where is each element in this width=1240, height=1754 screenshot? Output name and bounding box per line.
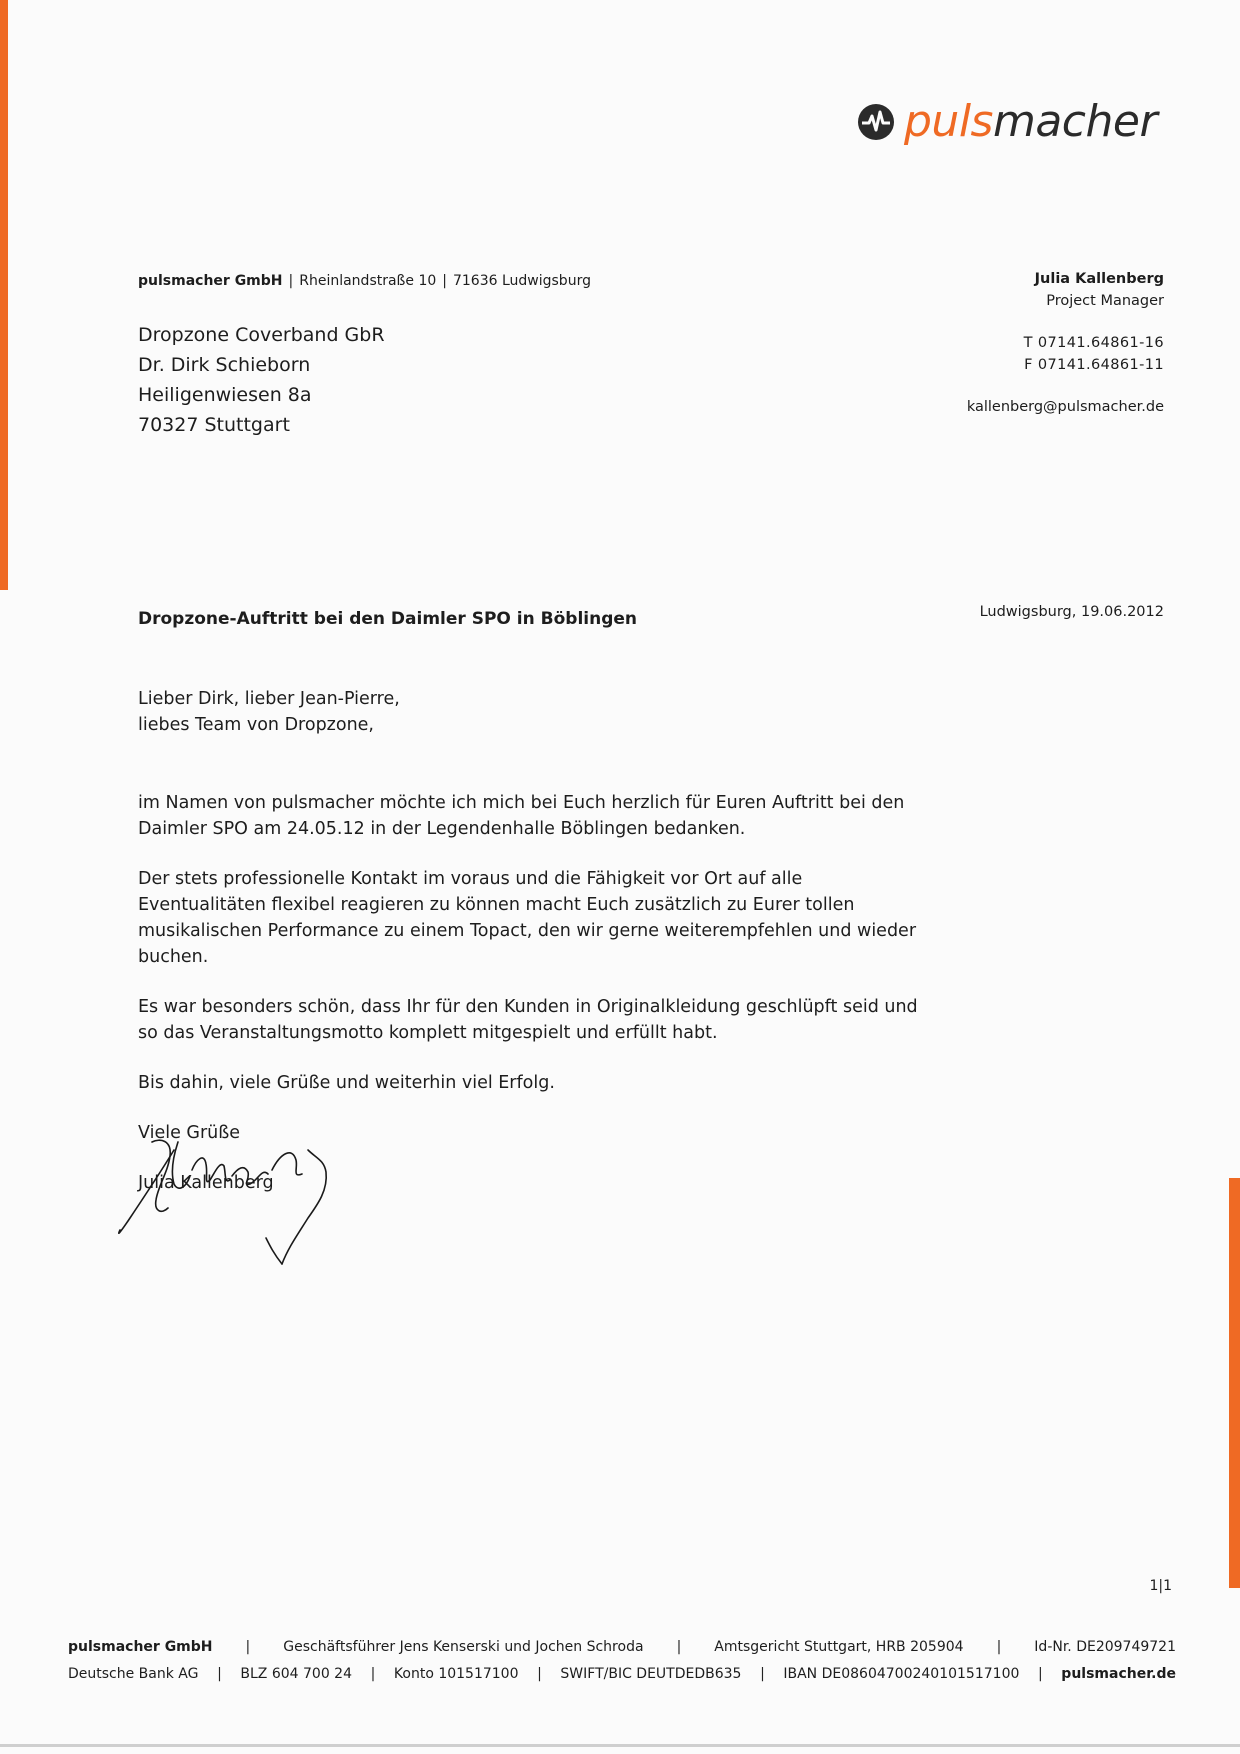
contact-role: Project Manager	[1046, 293, 1164, 309]
orange-edge-left	[0, 0, 8, 590]
footer-row: pulsmacher GmbH | Geschäftsführer Jens Kenserski und Jochen Schroda | Amtsgericht Stuttgart, HRB 205904 | Id-Nr. DE209749721	[68, 1634, 1176, 1661]
recipient-line: Dr. Dirk Schieborn	[138, 354, 311, 376]
pulse-logo-icon	[856, 102, 896, 142]
body-paragraph: Der stets professionelle Kontakt im voraus und die Fähigkeit vor Ort auf alle Eventualitäten flexibel reagieren zu können macht Euch zusätzlich zu Eurer tollen musikalischen Performance zu einem Topact, den wir gerne weiterempfehlen und wieder buchen.	[138, 869, 917, 967]
contact-phone: T 07141.64861-16	[1023, 335, 1164, 351]
recipient-line: Dropzone Coverband GbR	[138, 324, 385, 346]
contact-block	[967, 268, 1164, 418]
footer-vat-id: Id-Nr. DE209749721	[1034, 1639, 1176, 1655]
footer-iban: IBAN DE08604700240101517100	[783, 1666, 1020, 1682]
contact-fax: F 07141.64861-11	[1024, 357, 1164, 373]
body-paragraph: im Namen von pulsmacher möchte ich mich bei Euch herzlich für Euren Auftritt bei den Daimler SPO am 24.05.12 in der Legendenhalle Böblingen bedanken.	[138, 793, 905, 839]
logo-wordmark-part2: macher	[992, 96, 1158, 147]
footer-managers: Geschäftsführer Jens Kenserski und Jochen Schroda	[283, 1639, 644, 1655]
greeting-line: Lieber Dirk, lieber Jean-Pierre,	[138, 689, 400, 709]
footer-row: Deutsche Bank AG | BLZ 604 700 24 | Konto 101517100 | SWIFT/BIC DEUTDEDB635 | IBAN DE08604700240101517100 | pulsmacher.de	[68, 1661, 1176, 1688]
contact-email: kallenberg@pulsmacher.de	[966, 399, 1164, 415]
footer-website: pulsmacher.de	[1061, 1666, 1176, 1682]
footer-swift: SWIFT/BIC DEUTDEDB635	[560, 1666, 742, 1682]
letter-date: Ludwigsburg, 19.06.2012	[979, 604, 1164, 620]
recipient-line: 70327 Stuttgart	[138, 414, 290, 436]
sender-street: Rheinlandstraße 10	[299, 273, 437, 289]
logo-wordmark	[904, 96, 1158, 147]
recipient-line: Heiligenwiesen 8a	[138, 384, 312, 406]
footer-register: Amtsgericht Stuttgart, HRB 205904	[714, 1639, 964, 1655]
letter-subject: Dropzone-Auftritt bei den Daimler SPO in Böblingen	[138, 609, 638, 629]
recipient-address	[138, 320, 385, 440]
letter-body	[138, 686, 918, 1196]
signer-name: Julia Kallenberg	[138, 1173, 274, 1193]
company-logo	[856, 96, 1158, 147]
handwritten-signature	[112, 1130, 372, 1280]
body-paragraph: Es war besonders schön, dass Ihr für den Kunden in Originalkleidung geschlüpft seid und so das Veranstaltungsmotto komplett mitgespielt und erfüllt habt.	[138, 997, 918, 1043]
greeting-line: liebes Team von Dropzone,	[138, 715, 374, 735]
footer-blz: BLZ 604 700 24	[240, 1666, 352, 1682]
page-number: 1|1	[1149, 1578, 1172, 1594]
scan-edge-bottom	[0, 1744, 1240, 1747]
logo-wordmark-part1: puls	[904, 96, 993, 147]
sender-return-address: pulsmacher GmbH | Rheinlandstraße 10 | 71636 Ludwigsburg	[138, 273, 591, 289]
letter-footer	[68, 1634, 1176, 1688]
body-paragraph: Bis dahin, viele Grüße und weiterhin viel Erfolg.	[138, 1073, 555, 1093]
sender-company: pulsmacher GmbH	[138, 273, 283, 289]
footer-account: Konto 101517100	[393, 1666, 519, 1682]
sender-city: 71636 Ludwigsburg	[452, 273, 591, 289]
orange-edge-right	[1229, 1178, 1240, 1588]
footer-bank: Deutsche Bank AG	[68, 1666, 199, 1682]
footer-company: pulsmacher GmbH	[68, 1639, 213, 1655]
closing-phrase: Viele Grüße	[138, 1123, 241, 1143]
contact-name: Julia Kallenberg	[1034, 271, 1164, 287]
